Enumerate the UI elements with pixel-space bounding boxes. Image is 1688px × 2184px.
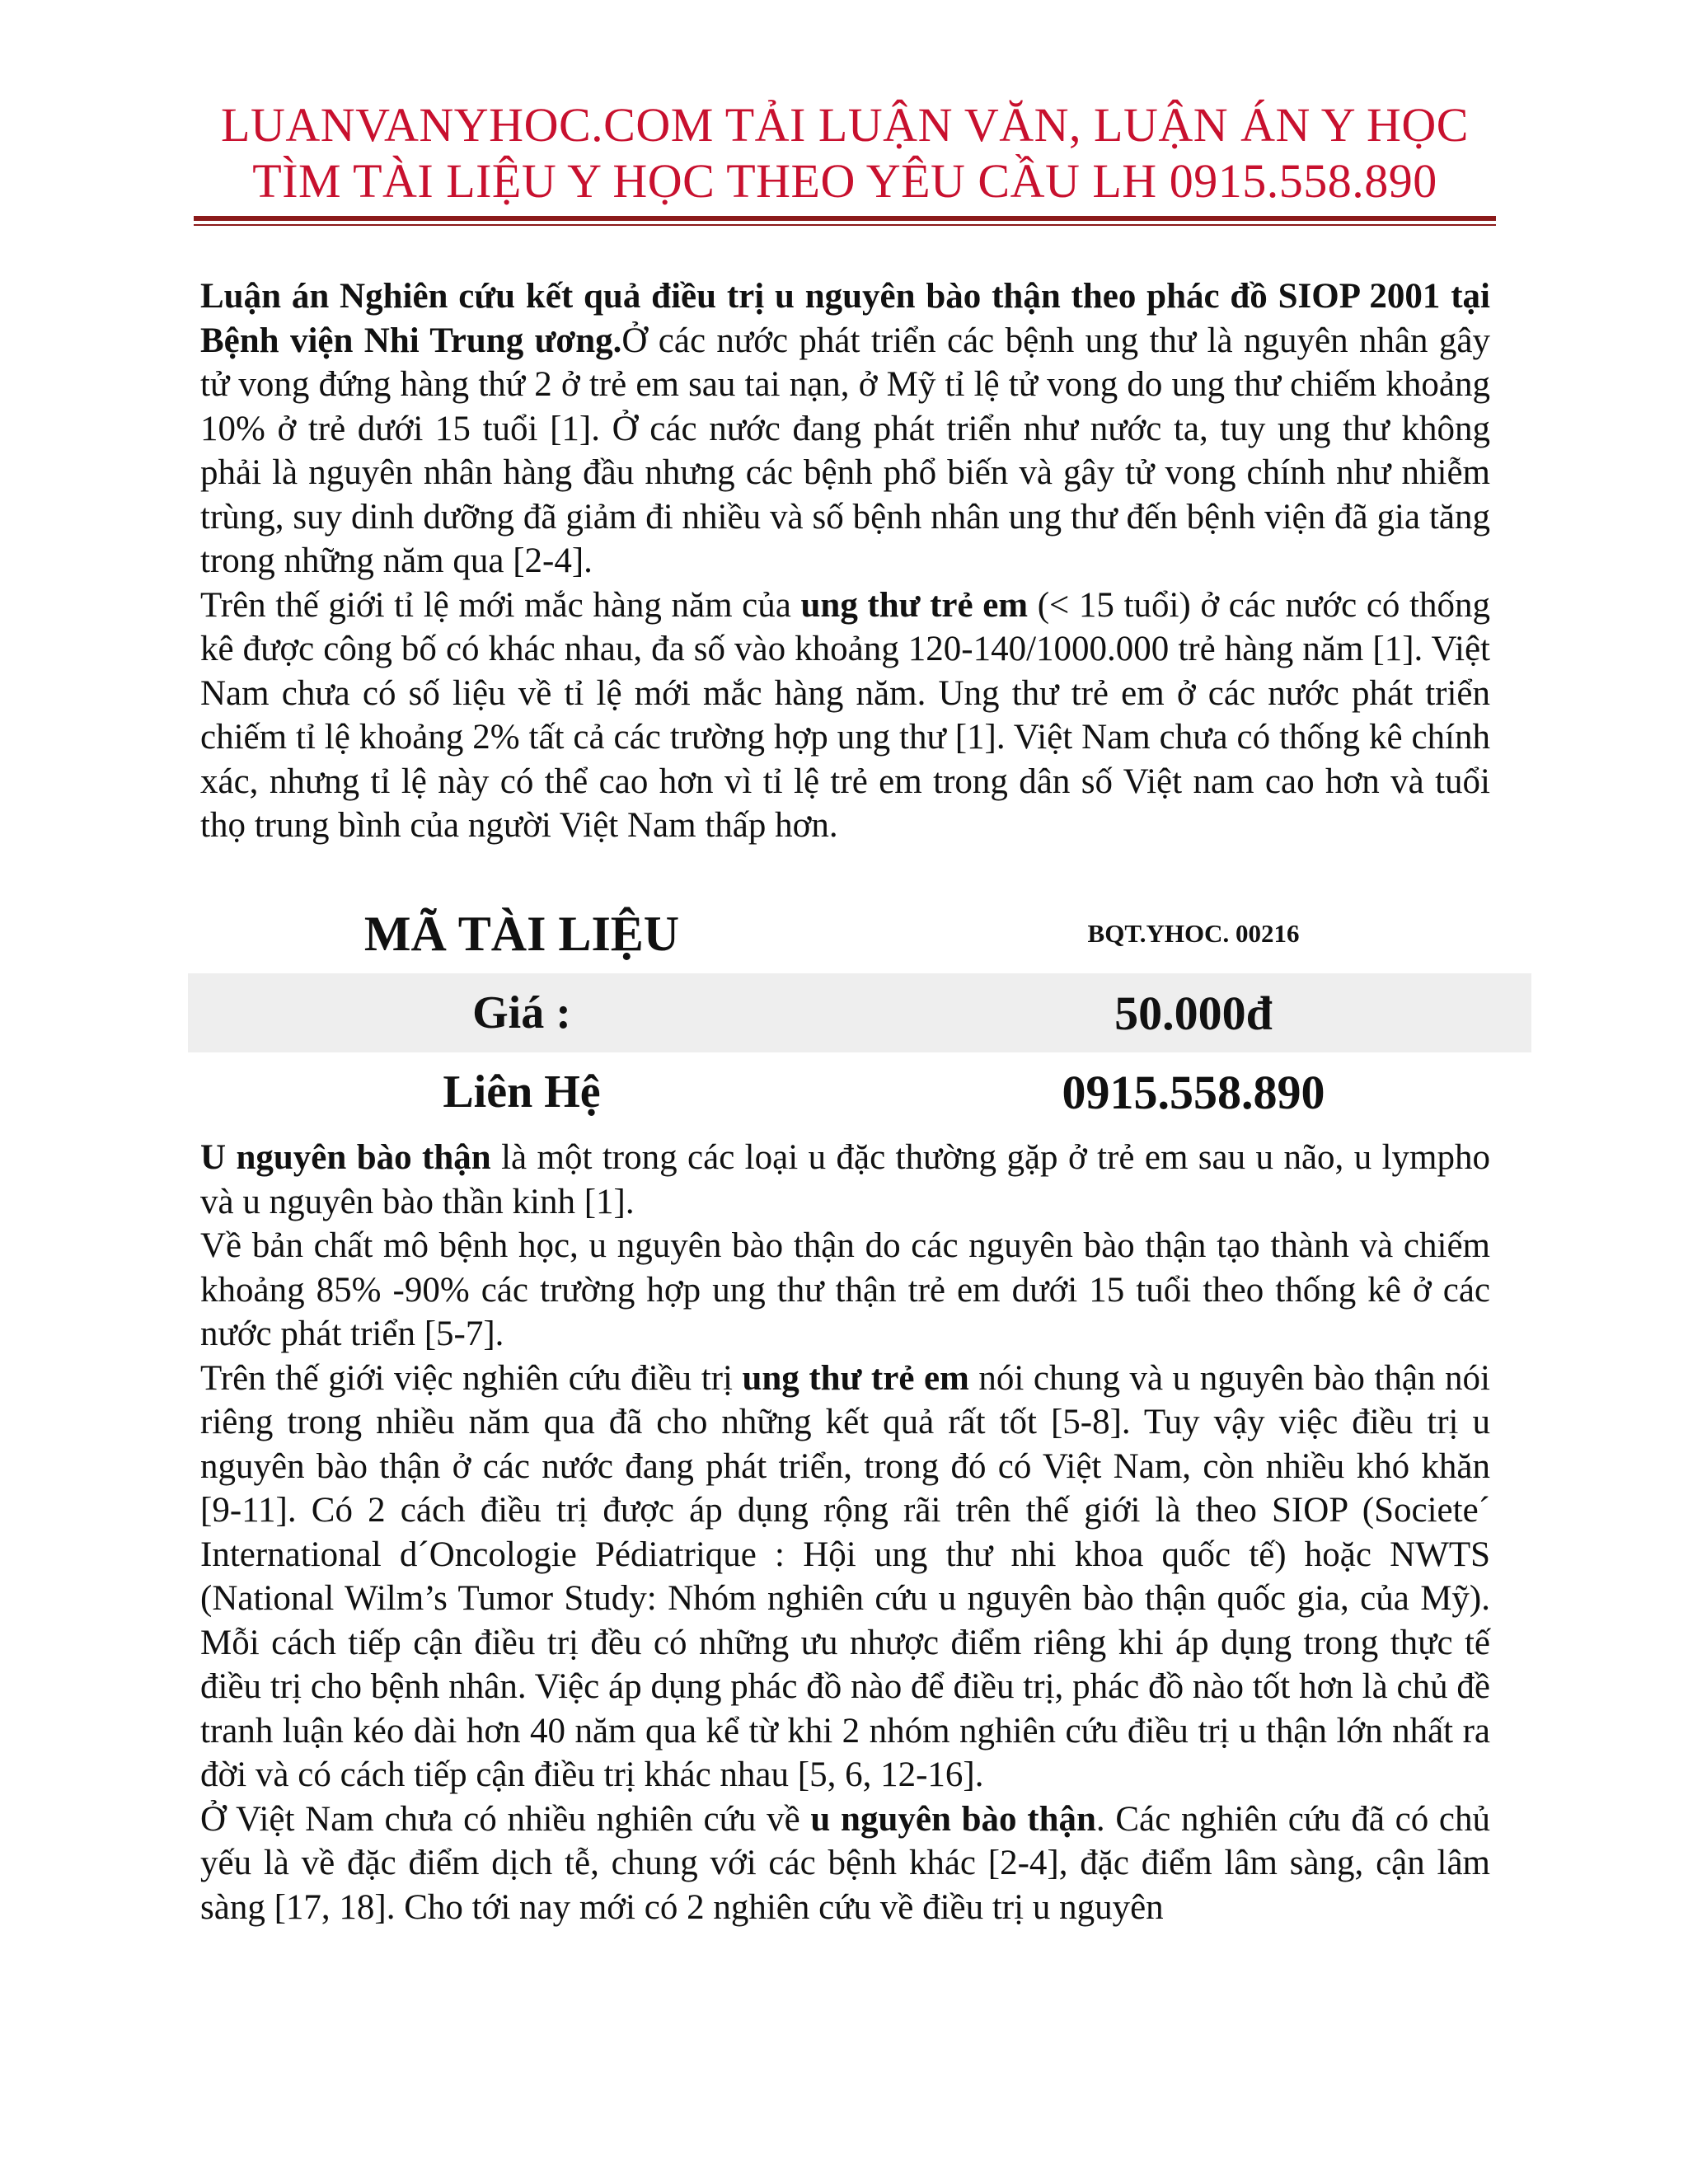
document-info-table: [188, 894, 1531, 1132]
vietnam-paragraph: [200, 1797, 1490, 1930]
main-section: [200, 1136, 1490, 1929]
intro-section: [200, 274, 1490, 848]
intro-text: Ở các nước phát triển các bệnh ung thư là nguyên nhân gây tử vong đứng hàng thứ 2 ở trẻ em sau tai nạn, ở Mỹ tỉ lệ tử vong do ung thư chiếm khoảng 10% ở trẻ dưới 15 tuổi [1]. Ở các nước đang phát triển như nước ta, tuy ung thư không phải là nguyên nhân hàng đầu nhưng các bệnh phổ biến và gây tử vong chính như nhiễm trùng, suy dinh dưỡng đã giảm đi nhiều và số bệnh nhân ung thư đến bệnh viện đã gia tăng trong những năm qua [2-4].: [200, 321, 1490, 580]
definition-text: là một trong các loại u đặc thường gặp ở trẻ em sau u não, u lympho và u nguyên bào thần kinh [1].: [200, 1138, 1490, 1221]
vietnam-keyword: u nguyên bào thận: [810, 1799, 1096, 1839]
header-divider-thin: [194, 224, 1496, 226]
treatment-text-a: Trên thế giới việc nghiên cứu điều trị: [200, 1358, 743, 1398]
code-label: MÃ TÀI LIỆU: [363, 906, 680, 961]
price-label: Giá :: [472, 987, 571, 1038]
price-value: 50.000đ: [1114, 986, 1273, 1040]
treatment-text-b: nói chung và u nguyên bào thận nói riêng trong nhiều năm qua đã cho những kết quả rất tốt [5-8]. Tuy vậy việc điều trị u nguyên bào thận ở các nước đang phát triển, trong đó có Việt Nam, còn nhiều khó khăn [9-11]. Có 2 cách điều trị được áp dụng rộng rãi trên thế giới là theo SIOP (Societe´ International d´Oncologie Pédiatrique : Hội ung thư nhi khoa quốc tế) hoặc NWTS (National Wilm’s Tumor Study: Nhóm nghiên cứu u nguyên bào thận quốc gia, của Mỹ). Mỗi cách tiếp cận điều trị đều có những ưu nhược điểm riêng khi áp dụng trong thực tế điều trị cho bệnh nhân. Việc áp dụng phác đồ nào để điều trị, phác đồ nào tốt hơn là chủ đề tranh luận kéo dài hơn 40 năm qua kể từ khi 2 nhóm nghiên cứu điều trị u thận lớn nhất ra đời và có cách tiếp cận điều trị khác nhau [5, 6, 12-16].: [200, 1358, 1490, 1794]
price-row: [188, 973, 1531, 1052]
code-row: [188, 894, 1531, 973]
definition-keyword: U nguyên bào thận: [200, 1138, 491, 1177]
intro-paragraph: [200, 274, 1490, 583]
vietnam-text-a: Ở Việt Nam chưa có nhiều nghiên cứu về: [200, 1799, 811, 1839]
header-line-1: LUANVANYHOC.COM TẢI LUẬN VĂN, LUẬN ÁN Y HỌC: [221, 98, 1469, 152]
incidence-paragraph: [200, 583, 1490, 848]
vietnam-text-b: . Các nghiên cứu đã có chủ yếu là về đặc điểm dịch tễ, chung với các bệnh khác [2-4], đặc điểm lâm sàng, cận lâm sàng [17, 18]. Cho tới nay mới có 2 nghiên cứu về điều trị u nguyên: [200, 1799, 1491, 1927]
incidence-text-b: (< 15 tuổi) ở các nước có thống kê được công bố có khác nhau, đa số vào khoảng 120-140/1000.000 trẻ hàng năm [1]. Việt Nam chưa có số liệu về tỉ lệ mới mắc hàng năm. Ung thư trẻ em ở các nước phát triển chiếm tỉ lệ khoảng 2% tất cả các trường hợp ung thư [1]. Việt Nam chưa có thống kê chính xác, nhưng tỉ lệ này có thể cao hơn vì tỉ lệ trẻ em trong dân số Việt nam cao hơn và tuổi thọ trung bình của người Việt Nam thấp hơn.: [200, 585, 1490, 845]
treatment-keyword: ung thư trẻ em: [742, 1358, 969, 1398]
incidence-keyword: ung thư trẻ em: [800, 585, 1029, 625]
contact-label: Liên Hệ: [443, 1066, 601, 1118]
site-header: [194, 97, 1496, 209]
header-divider: [194, 216, 1496, 221]
definition-paragraph: [200, 1136, 1490, 1224]
histology-paragraph: Về bản chất mô bệnh học, u nguyên bào thận do các nguyên bào thận tạo thành và chiếm khoảng 85% -90% các trường hợp ung thư thận trẻ em dưới 15 tuổi theo thống kê ở các nước phát triển [5-7].: [200, 1226, 1490, 1353]
code-value: BQT.YHOC. 00216: [1087, 919, 1300, 948]
contact-phone: 0915.558.890: [1062, 1065, 1325, 1119]
incidence-text-a: Trên thế giới tỉ lệ mới mắc hàng năm của: [200, 585, 801, 625]
contact-row: [188, 1052, 1531, 1132]
document-title: Luận án Nghiên cứu kết quả điều trị u nguyên bào thận theo phác đồ SIOP 2001 tại Bệnh viện Nhi Trung ương.: [200, 277, 1490, 360]
treatment-paragraph: [200, 1357, 1490, 1797]
header-line-2: TÌM TÀI LIỆU Y HỌC THEO YÊU CẦU LH 0915.558.890: [252, 154, 1437, 208]
